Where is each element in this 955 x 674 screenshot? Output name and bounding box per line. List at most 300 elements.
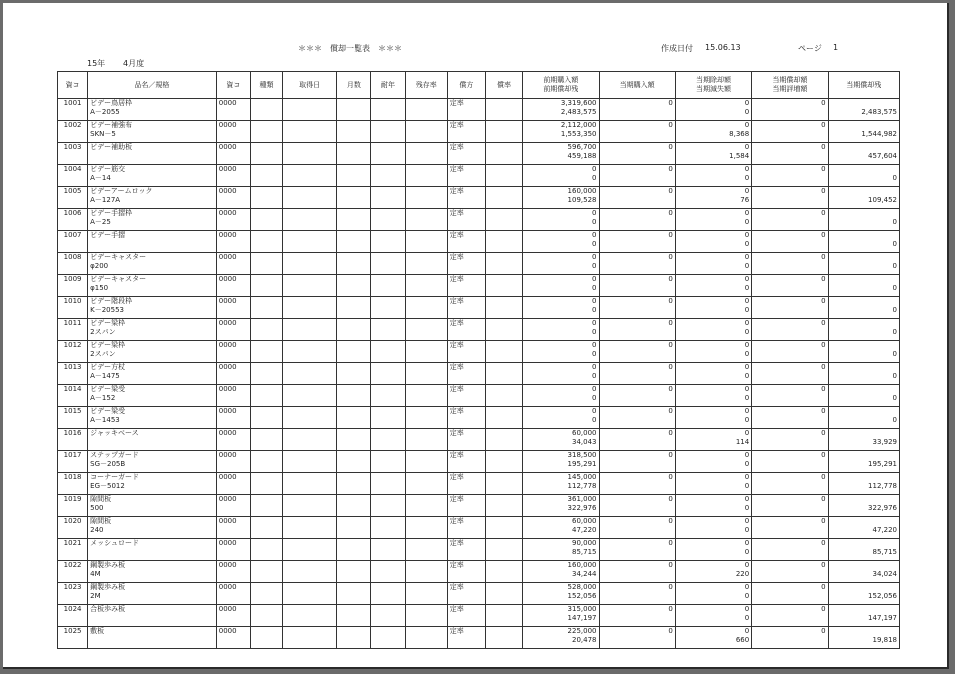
row-code: 1023 bbox=[58, 583, 88, 605]
loss-amount: 0 bbox=[744, 592, 750, 600]
row-life bbox=[371, 319, 405, 341]
row-asset-code: 0000 bbox=[216, 429, 250, 451]
row-months bbox=[337, 473, 371, 495]
row-asset-code: 0000 bbox=[216, 209, 250, 231]
row-curr-depreciation bbox=[752, 473, 828, 495]
row-method: 定率 bbox=[447, 385, 485, 407]
removal-amount: 0 bbox=[744, 561, 750, 569]
loss-amount: 0 bbox=[744, 306, 750, 314]
depreciation-amount: 0 bbox=[821, 231, 826, 239]
row-method: 定率 bbox=[447, 363, 485, 385]
prev-balance: 0 bbox=[592, 284, 597, 292]
curr-balance: 112,778 bbox=[868, 482, 897, 490]
row-curr-removal bbox=[675, 473, 751, 495]
item-name: コーナーガード bbox=[90, 473, 140, 481]
row-acquisition-date bbox=[283, 165, 337, 187]
removal-amount: 0 bbox=[744, 583, 750, 591]
item-name: ビデー筋交 bbox=[90, 165, 126, 173]
row-residual-rate bbox=[405, 275, 447, 297]
row-curr-purchase: 0 bbox=[599, 583, 675, 605]
row-item-name bbox=[88, 319, 217, 341]
row-item-name bbox=[88, 539, 217, 561]
loss-amount: 0 bbox=[744, 240, 750, 248]
item-spec: A－14 bbox=[90, 174, 111, 182]
row-curr-balance bbox=[828, 605, 899, 627]
row-method: 定率 bbox=[447, 253, 485, 275]
row-curr-removal bbox=[675, 165, 751, 187]
row-residual-rate bbox=[405, 319, 447, 341]
row-residual-rate bbox=[405, 121, 447, 143]
row-months bbox=[337, 363, 371, 385]
row-prev-period bbox=[523, 385, 599, 407]
table-row bbox=[58, 385, 900, 407]
col-acquisition-date: 取得日 bbox=[283, 72, 337, 99]
row-code: 1008 bbox=[58, 253, 88, 275]
row-curr-depreciation bbox=[752, 231, 828, 253]
row-curr-removal bbox=[675, 187, 751, 209]
prev-balance: 34,244 bbox=[572, 570, 597, 578]
removal-amount: 0 bbox=[744, 605, 750, 613]
prev-balance: 0 bbox=[592, 328, 597, 336]
curr-balance: 19,818 bbox=[872, 636, 897, 644]
row-curr-depreciation bbox=[752, 121, 828, 143]
row-code: 1002 bbox=[58, 121, 88, 143]
row-item-name bbox=[88, 363, 217, 385]
row-acquisition-date bbox=[283, 231, 337, 253]
depreciation-amount: 0 bbox=[821, 297, 826, 305]
row-residual-rate bbox=[405, 165, 447, 187]
prev-balance: 0 bbox=[592, 174, 597, 182]
row-curr-purchase: 0 bbox=[599, 363, 675, 385]
row-curr-purchase: 0 bbox=[599, 319, 675, 341]
item-spec: 240 bbox=[90, 526, 104, 534]
row-method: 定率 bbox=[447, 473, 485, 495]
row-method: 定率 bbox=[447, 275, 485, 297]
prev-purchase: 315,000 bbox=[567, 605, 597, 613]
row-code: 1017 bbox=[58, 451, 88, 473]
row-kind bbox=[250, 627, 282, 649]
row-curr-depreciation bbox=[752, 429, 828, 451]
table-row bbox=[58, 495, 900, 517]
row-life bbox=[371, 209, 405, 231]
row-asset-code: 0000 bbox=[216, 627, 250, 649]
row-prev-period bbox=[523, 121, 599, 143]
row-residual-rate bbox=[405, 605, 447, 627]
prev-purchase: 145,000 bbox=[567, 473, 597, 481]
row-life bbox=[371, 451, 405, 473]
curr-balance: 195,291 bbox=[868, 460, 897, 468]
item-name: ビデーアームロック bbox=[90, 187, 153, 195]
row-kind bbox=[250, 539, 282, 561]
item-spec: A－1475 bbox=[90, 372, 120, 380]
row-months bbox=[337, 275, 371, 297]
prev-purchase: 90,000 bbox=[572, 539, 597, 547]
item-spec: 2スパン bbox=[90, 350, 116, 358]
row-curr-purchase: 0 bbox=[599, 561, 675, 583]
prev-balance: 152,056 bbox=[567, 592, 597, 600]
row-curr-removal bbox=[675, 209, 751, 231]
balance-spacer bbox=[831, 253, 897, 262]
row-curr-purchase: 0 bbox=[599, 165, 675, 187]
row-curr-removal bbox=[675, 385, 751, 407]
row-residual-rate bbox=[405, 495, 447, 517]
depreciation-amount: 0 bbox=[821, 275, 826, 283]
row-curr-depreciation bbox=[752, 99, 828, 121]
row-acquisition-date bbox=[283, 627, 337, 649]
removal-amount: 0 bbox=[744, 143, 750, 151]
prev-balance: 0 bbox=[592, 262, 597, 270]
balance-spacer bbox=[831, 407, 897, 416]
curr-balance: 0 bbox=[892, 218, 897, 226]
curr-balance: 47,220 bbox=[872, 526, 897, 534]
balance-spacer bbox=[831, 297, 897, 306]
curr-balance: 0 bbox=[892, 394, 897, 402]
row-kind bbox=[250, 429, 282, 451]
row-prev-period bbox=[523, 429, 599, 451]
row-curr-purchase: 0 bbox=[599, 341, 675, 363]
row-life bbox=[371, 297, 405, 319]
prev-purchase: 60,000 bbox=[572, 429, 597, 437]
row-curr-removal bbox=[675, 605, 751, 627]
row-life bbox=[371, 407, 405, 429]
row-curr-balance bbox=[828, 429, 899, 451]
row-acquisition-date bbox=[283, 363, 337, 385]
balance-spacer bbox=[831, 385, 897, 394]
row-kind bbox=[250, 275, 282, 297]
table-row bbox=[58, 407, 900, 429]
row-acquisition-date bbox=[283, 341, 337, 363]
prev-purchase: 3,319,600 bbox=[560, 99, 597, 107]
item-spec: A－152 bbox=[90, 394, 116, 402]
depreciation-amount: 0 bbox=[821, 209, 826, 217]
row-curr-removal bbox=[675, 539, 751, 561]
row-curr-removal bbox=[675, 231, 751, 253]
table-row bbox=[58, 605, 900, 627]
row-curr-purchase: 0 bbox=[599, 517, 675, 539]
row-curr-removal bbox=[675, 429, 751, 451]
curr-balance: 34,024 bbox=[872, 570, 897, 578]
row-residual-rate bbox=[405, 363, 447, 385]
row-curr-depreciation bbox=[752, 385, 828, 407]
row-months bbox=[337, 253, 371, 275]
removal-amount: 0 bbox=[744, 429, 750, 437]
item-spec: 4M bbox=[90, 570, 101, 578]
row-code: 1014 bbox=[58, 385, 88, 407]
row-kind bbox=[250, 143, 282, 165]
loss-amount: 114 bbox=[735, 438, 750, 446]
row-method: 定率 bbox=[447, 99, 485, 121]
table-row bbox=[58, 583, 900, 605]
row-item-name bbox=[88, 605, 217, 627]
col-curr-purchase: 当期購入額 bbox=[599, 72, 675, 99]
row-life bbox=[371, 583, 405, 605]
page-label: ページ bbox=[798, 44, 822, 53]
prev-balance: 0 bbox=[592, 218, 597, 226]
row-kind bbox=[250, 297, 282, 319]
prev-purchase: 225,000 bbox=[567, 627, 597, 635]
row-curr-removal bbox=[675, 495, 751, 517]
row-code: 1022 bbox=[58, 561, 88, 583]
row-method: 定率 bbox=[447, 605, 485, 627]
row-prev-period bbox=[523, 561, 599, 583]
curr-balance: 0 bbox=[892, 372, 897, 380]
row-curr-purchase: 0 bbox=[599, 429, 675, 451]
row-residual-rate bbox=[405, 407, 447, 429]
prev-purchase: 0 bbox=[592, 165, 597, 173]
row-asset-code: 0000 bbox=[216, 121, 250, 143]
loss-amount: 0 bbox=[744, 372, 750, 380]
row-rate bbox=[485, 209, 522, 231]
row-prev-period bbox=[523, 143, 599, 165]
curr-balance: 0 bbox=[892, 350, 897, 358]
loss-amount: 0 bbox=[744, 482, 750, 490]
row-residual-rate bbox=[405, 143, 447, 165]
depreciation-amount: 0 bbox=[821, 539, 826, 547]
row-asset-code: 0000 bbox=[216, 561, 250, 583]
row-months bbox=[337, 429, 371, 451]
col-removal-amount: 当期除却額 bbox=[696, 76, 732, 84]
row-method: 定率 bbox=[447, 143, 485, 165]
row-code: 1010 bbox=[58, 297, 88, 319]
row-acquisition-date bbox=[283, 253, 337, 275]
row-curr-balance bbox=[828, 385, 899, 407]
depreciation-amount: 0 bbox=[821, 561, 826, 569]
balance-spacer bbox=[831, 99, 897, 108]
row-months bbox=[337, 407, 371, 429]
row-method: 定率 bbox=[447, 209, 485, 231]
row-method: 定率 bbox=[447, 187, 485, 209]
row-prev-period bbox=[523, 319, 599, 341]
row-kind bbox=[250, 407, 282, 429]
removal-amount: 0 bbox=[744, 231, 750, 239]
row-curr-removal bbox=[675, 297, 751, 319]
depreciation-amount: 0 bbox=[821, 495, 826, 503]
loss-amount: 0 bbox=[744, 394, 750, 402]
row-item-name bbox=[88, 561, 217, 583]
row-rate bbox=[485, 297, 522, 319]
row-method: 定率 bbox=[447, 561, 485, 583]
row-prev-period bbox=[523, 275, 599, 297]
row-months bbox=[337, 561, 371, 583]
row-curr-removal bbox=[675, 121, 751, 143]
row-life bbox=[371, 341, 405, 363]
item-name: ビデー梁枠 bbox=[90, 319, 126, 327]
row-rate bbox=[485, 231, 522, 253]
row-method: 定率 bbox=[447, 341, 485, 363]
curr-balance: 109,452 bbox=[868, 196, 897, 204]
row-asset-code: 0000 bbox=[216, 275, 250, 297]
depreciation-amount: 0 bbox=[821, 319, 826, 327]
row-curr-balance bbox=[828, 495, 899, 517]
row-prev-period bbox=[523, 99, 599, 121]
row-curr-removal bbox=[675, 451, 751, 473]
row-asset-code: 0000 bbox=[216, 319, 250, 341]
prev-balance: 2,483,575 bbox=[560, 108, 597, 116]
row-prev-period bbox=[523, 231, 599, 253]
col-prev-purchase: 前期購入額 bbox=[543, 76, 579, 84]
row-curr-depreciation bbox=[752, 583, 828, 605]
loss-amount: 1,584 bbox=[729, 152, 750, 160]
row-kind bbox=[250, 561, 282, 583]
row-curr-depreciation bbox=[752, 407, 828, 429]
row-prev-period bbox=[523, 341, 599, 363]
row-curr-balance bbox=[828, 451, 899, 473]
item-name: ビデー方杖 bbox=[90, 363, 126, 371]
prev-purchase: 528,000 bbox=[567, 583, 597, 591]
loss-amount: 0 bbox=[744, 460, 750, 468]
removal-amount: 0 bbox=[744, 363, 750, 371]
row-months bbox=[337, 341, 371, 363]
depreciation-amount: 0 bbox=[821, 165, 826, 173]
row-curr-depreciation bbox=[752, 605, 828, 627]
row-curr-balance bbox=[828, 209, 899, 231]
row-curr-removal bbox=[675, 99, 751, 121]
row-months bbox=[337, 517, 371, 539]
col-curr-balance: 当期償却残 bbox=[828, 72, 899, 99]
depreciation-amount: 0 bbox=[821, 407, 826, 415]
removal-amount: 0 bbox=[744, 495, 750, 503]
row-acquisition-date bbox=[283, 495, 337, 517]
col-curr-depreciation bbox=[752, 72, 828, 99]
row-curr-depreciation bbox=[752, 627, 828, 649]
depreciation-amount: 0 bbox=[821, 143, 826, 151]
row-rate bbox=[485, 187, 522, 209]
row-method: 定率 bbox=[447, 429, 485, 451]
loss-amount: 0 bbox=[744, 328, 750, 336]
row-acquisition-date bbox=[283, 517, 337, 539]
row-life bbox=[371, 385, 405, 407]
row-item-name bbox=[88, 121, 217, 143]
item-spec: SKN－5 bbox=[90, 130, 116, 138]
row-rate bbox=[485, 121, 522, 143]
row-rate bbox=[485, 143, 522, 165]
col-prev-balance: 前期償却残 bbox=[543, 85, 579, 93]
curr-balance: 85,715 bbox=[872, 548, 897, 556]
row-item-name bbox=[88, 275, 217, 297]
row-acquisition-date bbox=[283, 583, 337, 605]
removal-amount: 0 bbox=[744, 275, 750, 283]
prev-purchase: 2,112,000 bbox=[560, 121, 597, 129]
col-code: 資コ bbox=[58, 72, 88, 99]
col-name: 品名／規格 bbox=[88, 72, 217, 99]
row-item-name bbox=[88, 297, 217, 319]
row-rate bbox=[485, 429, 522, 451]
row-method: 定率 bbox=[447, 297, 485, 319]
row-asset-code: 0000 bbox=[216, 253, 250, 275]
item-spec: SG－205B bbox=[90, 460, 126, 468]
loss-amount: 0 bbox=[744, 108, 750, 116]
report-month: 4月度 bbox=[123, 59, 145, 68]
depreciation-table bbox=[57, 71, 900, 649]
row-life bbox=[371, 627, 405, 649]
row-months bbox=[337, 187, 371, 209]
row-curr-balance bbox=[828, 627, 899, 649]
row-curr-purchase: 0 bbox=[599, 99, 675, 121]
item-name: ビデー梁受 bbox=[90, 385, 126, 393]
row-item-name bbox=[88, 143, 217, 165]
row-curr-purchase: 0 bbox=[599, 275, 675, 297]
row-curr-purchase: 0 bbox=[599, 539, 675, 561]
balance-spacer bbox=[831, 561, 897, 570]
row-asset-code: 0000 bbox=[216, 473, 250, 495]
depreciation-amount: 0 bbox=[821, 121, 826, 129]
row-asset-code: 0000 bbox=[216, 407, 250, 429]
row-rate bbox=[485, 627, 522, 649]
row-acquisition-date bbox=[283, 407, 337, 429]
row-method: 定率 bbox=[447, 451, 485, 473]
row-code: 1011 bbox=[58, 319, 88, 341]
row-prev-period bbox=[523, 209, 599, 231]
balance-spacer bbox=[831, 121, 897, 130]
row-life bbox=[371, 143, 405, 165]
prev-balance: 0 bbox=[592, 394, 597, 402]
row-months bbox=[337, 209, 371, 231]
table-row bbox=[58, 231, 900, 253]
row-curr-depreciation bbox=[752, 539, 828, 561]
removal-amount: 0 bbox=[744, 517, 750, 525]
row-item-name bbox=[88, 253, 217, 275]
removal-amount: 0 bbox=[744, 209, 750, 217]
balance-spacer bbox=[831, 429, 897, 438]
row-method: 定率 bbox=[447, 231, 485, 253]
row-prev-period bbox=[523, 165, 599, 187]
row-prev-period bbox=[523, 473, 599, 495]
row-item-name bbox=[88, 407, 217, 429]
removal-amount: 0 bbox=[744, 451, 750, 459]
row-item-name bbox=[88, 627, 217, 649]
row-curr-removal bbox=[675, 253, 751, 275]
curr-balance: 0 bbox=[892, 284, 897, 292]
row-curr-purchase: 0 bbox=[599, 473, 675, 495]
row-method: 定率 bbox=[447, 517, 485, 539]
item-name: 隙間板 bbox=[90, 495, 112, 503]
row-rate bbox=[485, 495, 522, 517]
row-life bbox=[371, 165, 405, 187]
row-prev-period bbox=[523, 627, 599, 649]
col-asset-code: 資コ bbox=[216, 72, 250, 99]
balance-spacer bbox=[831, 275, 897, 284]
row-residual-rate bbox=[405, 253, 447, 275]
prev-balance: 34,043 bbox=[572, 438, 597, 446]
row-prev-period bbox=[523, 495, 599, 517]
row-curr-depreciation bbox=[752, 187, 828, 209]
row-kind bbox=[250, 319, 282, 341]
curr-balance: 147,197 bbox=[868, 614, 897, 622]
prev-purchase: 318,500 bbox=[567, 451, 597, 459]
balance-spacer bbox=[831, 627, 897, 636]
item-name: ビデー補助板 bbox=[90, 143, 133, 151]
prev-purchase: 0 bbox=[592, 275, 597, 283]
row-rate bbox=[485, 473, 522, 495]
row-kind bbox=[250, 121, 282, 143]
loss-amount: 220 bbox=[735, 570, 750, 578]
row-method: 定率 bbox=[447, 495, 485, 517]
row-kind bbox=[250, 473, 282, 495]
removal-amount: 0 bbox=[744, 121, 750, 129]
row-kind bbox=[250, 385, 282, 407]
row-rate bbox=[485, 165, 522, 187]
table-row bbox=[58, 363, 900, 385]
removal-amount: 0 bbox=[744, 627, 750, 635]
row-life bbox=[371, 121, 405, 143]
prev-balance: 0 bbox=[592, 350, 597, 358]
row-acquisition-date bbox=[283, 275, 337, 297]
row-method: 定率 bbox=[447, 319, 485, 341]
row-kind bbox=[250, 231, 282, 253]
curr-balance: 0 bbox=[892, 306, 897, 314]
removal-amount: 0 bbox=[744, 99, 750, 107]
balance-spacer bbox=[831, 209, 897, 218]
